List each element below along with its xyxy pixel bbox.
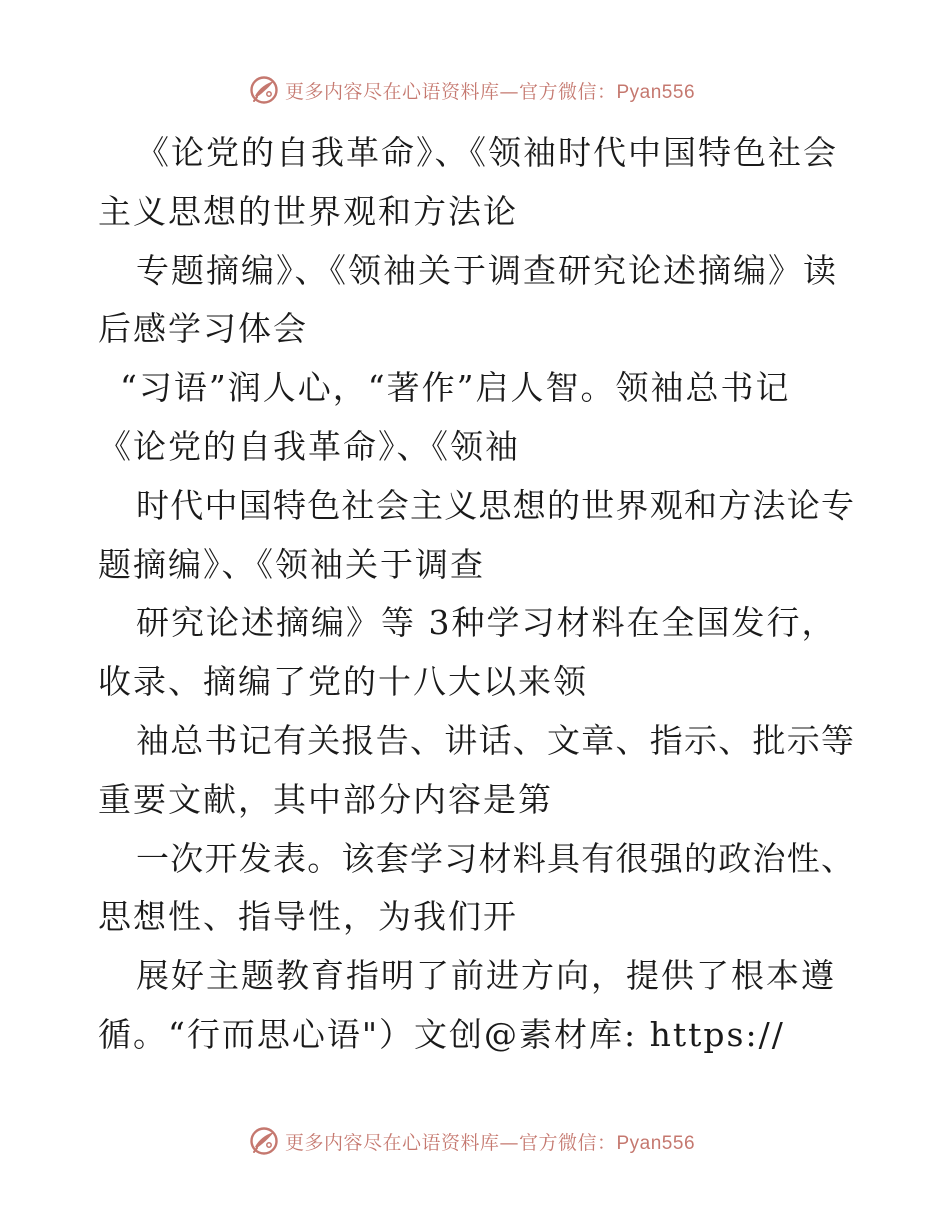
text-line: 一次开发表。该套学习材料具有很强的政治性、	[136, 838, 856, 878]
watermark-main: 更多内容尽在心语资料库	[284, 1131, 500, 1154]
text-line: 《论党的自我革命》、《领袖时代中国特色社会	[136, 133, 838, 172]
watermark-dash: —	[499, 80, 519, 103]
text-line: “习语”润人心，“著作”启人智。领袖总书记	[120, 368, 791, 408]
text-line: 展好主题教育指明了前进方向，提供了根本遵	[136, 956, 836, 996]
text-line: 循。“行而思心语"）文创@素材库: https://	[98, 1014, 785, 1054]
footer-watermark	[0, 1121, 950, 1161]
watermark-label: 官方微信：	[518, 80, 617, 103]
text-line: 题摘编》、《领袖关于调查	[98, 544, 485, 584]
pen-logo-icon	[249, 75, 279, 105]
watermark-account: Pyan556	[616, 81, 696, 103]
text-line: 收录、摘编了党的十八大以来领	[98, 662, 588, 702]
header-watermark	[0, 70, 950, 110]
watermark-label: 官方微信：	[518, 1131, 617, 1154]
watermark-main: 更多内容尽在心语资料库	[284, 80, 500, 103]
text-line: 主义思想的世界观和方法论	[98, 191, 518, 231]
watermark-text	[285, 1128, 695, 1155]
watermark-account: Pyan556	[616, 1132, 696, 1154]
text-line: 后感学习体会	[98, 309, 308, 349]
text-line: 袖总书记有关报告、讲话、文章、指示、批示等	[136, 720, 856, 760]
text-line: 专题摘编》、《领袖关于调查研究论述摘编》读	[136, 250, 838, 290]
document-body	[98, 124, 858, 1065]
text-line: 重要文献，其中部分内容是第	[98, 779, 553, 819]
pen-logo-icon	[249, 1126, 279, 1156]
text-line: 时代中国特色社会主义思想的世界观和方法论专	[136, 485, 856, 525]
text-line: 《论党的自我革命》、《领袖	[98, 426, 520, 466]
text-line: 研究论述摘编》等 3种学习材料在全国发行，	[136, 603, 837, 643]
watermark-text	[285, 77, 695, 104]
watermark-dash: —	[499, 1131, 519, 1154]
text-line: 思想性、指导性，为我们开	[98, 897, 518, 937]
